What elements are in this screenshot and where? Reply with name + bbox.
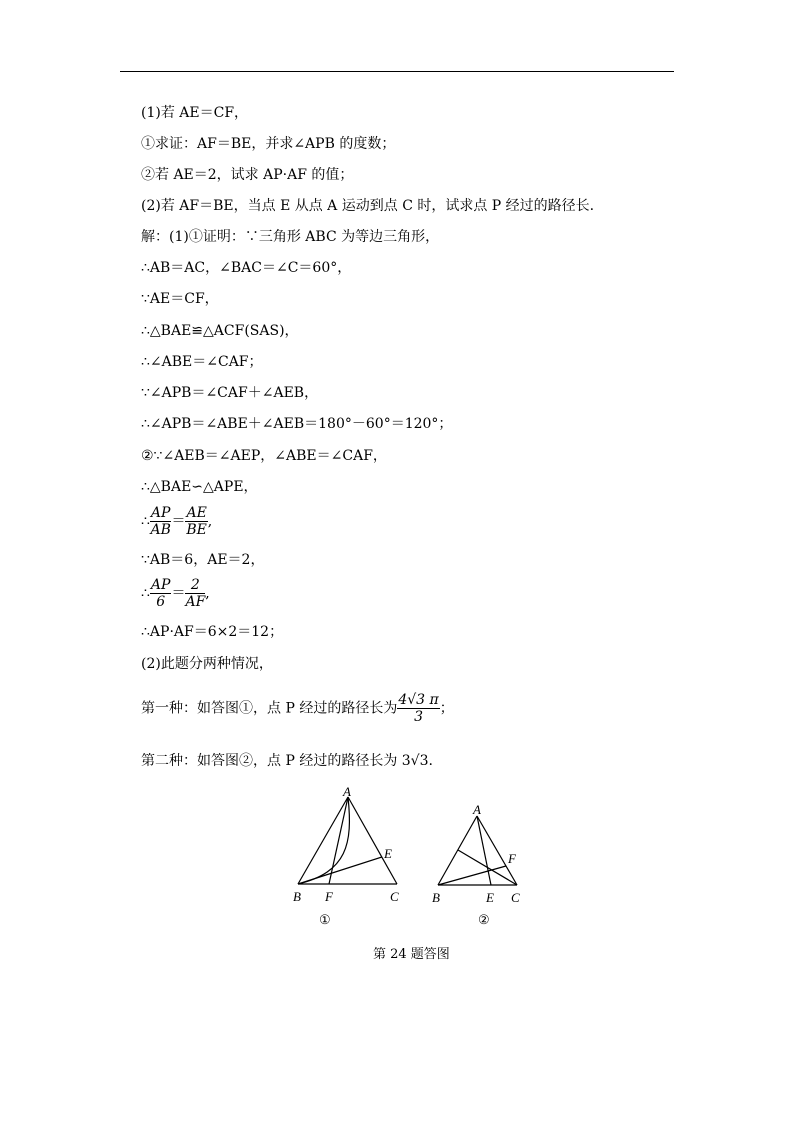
header-rule xyxy=(120,71,674,72)
numerator: 2 xyxy=(185,577,205,594)
fraction xyxy=(150,577,172,610)
text-line-3: ②若 AE＝2，试求 AP·AF 的值； xyxy=(141,167,354,183)
figure-1-diagram xyxy=(285,782,415,907)
fraction xyxy=(185,505,207,538)
text-line-4: (2)若 AF＝BE，当点 E 从点 A 运动到点 C 时，试求点 P 经过的路径长. xyxy=(141,198,595,214)
text-line-ab6: ∵AB＝6，AE＝2， xyxy=(141,552,265,568)
side-ac xyxy=(348,797,397,884)
figure-2-caption: ② xyxy=(478,913,490,928)
label-e: E xyxy=(486,890,494,905)
equals: ＝ xyxy=(171,585,186,602)
equals: ＝ xyxy=(171,513,186,530)
solution-start: 解：(1)①证明：∵三角形 ABC 为等边三角形， xyxy=(141,229,440,245)
case-1-text: 第一种：如答图①，点 P 经过的路径长为 xyxy=(141,700,398,717)
denominator: 6 xyxy=(156,594,166,610)
text-line-6: ∴AB＝AC，∠BAC＝∠C＝60°， xyxy=(141,260,352,276)
denominator: BE xyxy=(186,522,207,538)
text-line-1: (1)若 AE＝CF， xyxy=(141,105,249,121)
fraction-suffix: , xyxy=(205,585,210,602)
label-c: C xyxy=(390,889,399,904)
denominator: AF xyxy=(185,594,206,610)
path-length-fraction xyxy=(397,692,439,725)
label-f: F xyxy=(325,889,333,904)
figure-caption: 第 24 题答图 xyxy=(373,947,450,962)
label-c: C xyxy=(511,890,520,905)
case-1-line xyxy=(141,692,454,725)
text-line-12: ②∵∠AEB＝∠AEP，∠ABE＝∠CAF， xyxy=(141,448,387,464)
numerator: AP xyxy=(150,505,171,521)
fraction xyxy=(185,577,205,610)
fraction-line-2 xyxy=(141,577,210,610)
text-line-part2: (2)此题分两种情况， xyxy=(141,656,273,672)
text-line-result: ∴AP·AF＝6×2＝12； xyxy=(141,624,284,640)
figure-1-caption: ① xyxy=(319,913,331,928)
numerator: AP xyxy=(150,577,171,593)
fraction-line-1 xyxy=(141,505,212,538)
text-line-9: ∴∠ABE＝∠CAF； xyxy=(141,354,263,370)
label-b: B xyxy=(432,890,440,905)
segment-bf xyxy=(438,866,506,885)
segment-ae xyxy=(477,816,491,885)
text-line-8: ∴△BAE≌△ACF(SAS)， xyxy=(141,323,299,339)
label-a: A xyxy=(343,784,351,799)
text-line-2: ①求证：AF＝BE，并求∠APB 的度数； xyxy=(141,136,396,152)
text-line-7: ∵AE＝CF， xyxy=(141,291,219,307)
label-a: A xyxy=(473,802,481,817)
denominator: AB xyxy=(150,522,171,538)
text-line-13: ∴△BAE∽△APE， xyxy=(141,479,258,495)
case-1-suffix: ； xyxy=(439,700,454,717)
fraction-prefix: ∴ xyxy=(141,513,150,530)
text-line-10: ∵∠APB＝∠CAF＋∠AEB， xyxy=(141,385,319,401)
side-ab xyxy=(438,816,477,885)
label-e: E xyxy=(384,846,392,861)
fraction-suffix: , xyxy=(207,513,213,530)
label-b: B xyxy=(293,889,301,904)
text-line-11: ∴∠APB＝∠ABE＋∠AEB＝180°－60°＝120°； xyxy=(141,416,453,432)
figure-2-diagram xyxy=(425,800,535,910)
fraction-prefix: ∴ xyxy=(141,585,150,602)
numerator: AE xyxy=(186,505,207,521)
case-2-line: 第二种：如答图②，点 P 经过的路径长为 3√3. xyxy=(141,753,433,769)
fraction xyxy=(150,505,172,538)
numerator: 4√3 π xyxy=(398,692,439,708)
denominator: 3 xyxy=(414,709,423,725)
label-f: F xyxy=(508,851,516,866)
